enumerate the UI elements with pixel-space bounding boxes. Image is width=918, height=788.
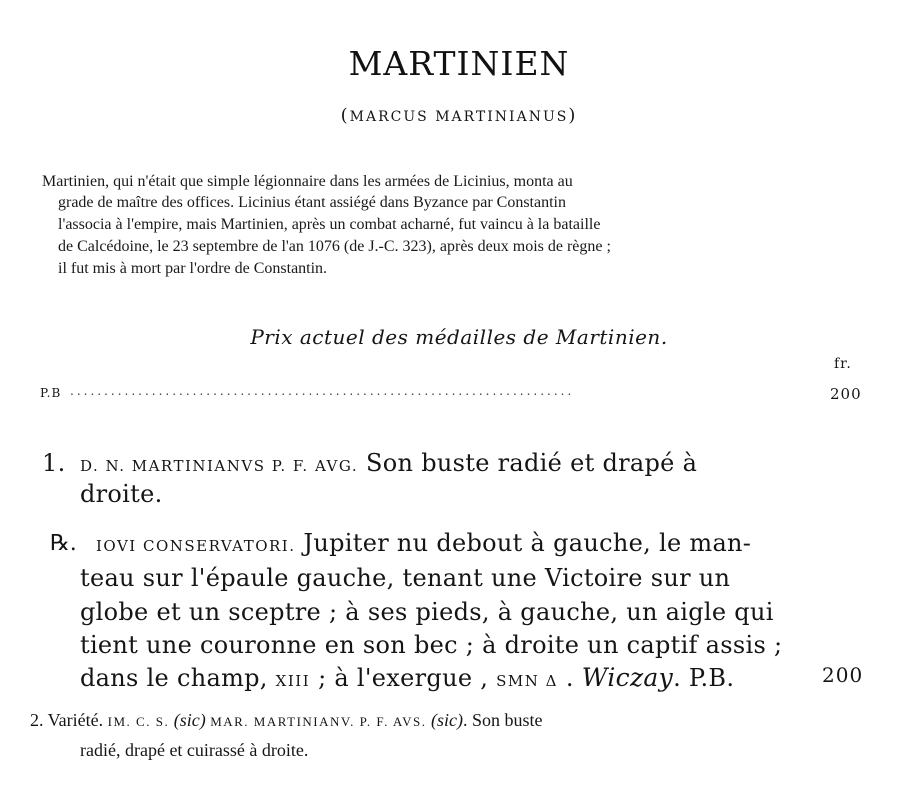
subtitle-name: MARCUS MARTINIANUS (349, 109, 569, 125)
reverse-line: teau sur l'épaule gauche, tenant une Victoire sur un (80, 564, 731, 592)
entry-number: 2. (30, 710, 44, 730)
reverse-text: . P.B. (673, 664, 735, 692)
intro-line: Martinien, qui n'était que simple légionnaire dans les armées de Licinius, monta au (42, 173, 573, 190)
entry-2-cont: radié, drapé et cuirassé à droite. (80, 740, 309, 760)
sic-note: (sic) (173, 710, 206, 730)
reverse-text: . (558, 664, 582, 692)
intro-line: il fut mis à mort par l'ordre de Constantin. (58, 260, 328, 277)
intro-line: de Calcédoine, le 23 septembre de l'an 1076 (de J.-C. 323), après deux mois de règne ; (58, 238, 611, 255)
entry-obverse (80, 446, 697, 483)
reverse-line: globe et un sceptre ; à ses pieds, à gauche, un aigle qui (80, 598, 774, 626)
entry-text: Variété. (43, 710, 108, 730)
sic-note: (sic) (430, 710, 463, 730)
reverse-line (80, 661, 734, 698)
entry-number: 1. (42, 449, 66, 477)
obverse-text: Son buste radié et drapé à (358, 449, 698, 477)
subtitle-open: ( (340, 105, 350, 126)
intro-line: l'associa à l'empire, mais Martinien, après un combat acharné, fut vaincu à la bataille (58, 216, 601, 233)
intro-line: grade de maître des offices. Licinius étant assiégé dans Byzance par Constantin (58, 194, 566, 211)
field-mark: XIII (275, 672, 311, 690)
entry-price: 200 (822, 663, 864, 687)
price-heading: Prix actuel des médailles de Martinien. (250, 325, 668, 349)
price-row-value: 200 (830, 385, 862, 403)
reverse-text: dans le champ, (80, 664, 276, 692)
reverse-line (96, 526, 751, 563)
reverse-mark: ℞. (50, 531, 77, 556)
collection-name: Wiczay (581, 663, 674, 692)
reverse-text: ; à l'exergue , (310, 664, 497, 692)
page-title: MARTINIEN (348, 44, 570, 83)
obverse-legend: D. N. MARTINIANVS P. F. AVG. (80, 457, 359, 475)
reverse-legend: IOVI CONSERVATORI. (96, 537, 296, 555)
reverse-text: Jupiter nu debout à gauche, le man- (295, 529, 752, 557)
exergue-mark: SMN Δ (496, 672, 558, 690)
price-row-leader: .......................................................................... (70, 384, 575, 398)
reverse-line: tient une couronne en son bec ; à droite un captif assis ; (80, 631, 783, 659)
entry-2 (30, 708, 542, 734)
entry-text: . Son buste (462, 710, 543, 730)
entry-obverse-cont: droite. (80, 480, 163, 508)
price-unit: fr. (834, 356, 852, 372)
subtitle-close: ) (568, 105, 578, 126)
price-row-label: P.B (40, 386, 62, 400)
subtitle (0, 105, 918, 126)
obverse-legend: IM. C. S. (107, 714, 170, 729)
obverse-legend: MAR. MARTINIANV. P. F. AVS. (210, 714, 427, 729)
